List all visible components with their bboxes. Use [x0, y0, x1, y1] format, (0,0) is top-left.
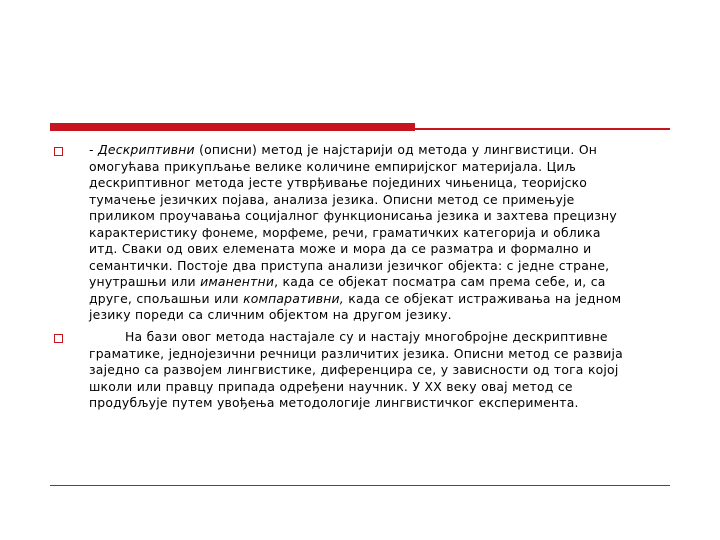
text-line: - Дескриптивни (описни) метод је најстарији од метода у лингвистици. Он — [89, 142, 598, 157]
text-line: дескриптивног метода јесте утврђивање појединих чињеница, теоријско — [89, 175, 588, 190]
bullet-square-icon — [54, 147, 63, 156]
text-line: продубљује путем увођења методологије лингвистичког експеримента. — [89, 395, 579, 410]
italic-term: иманентни — [200, 274, 275, 289]
text-line: На бази овог метода настајале су и настају многобројне дескриптивне — [125, 329, 608, 344]
text-line: граматике, једнојезични речници различитих језика. Описни метод се развија — [89, 345, 623, 361]
text-line: итд. Сваки од ових елемената може и мора да се разматра и формално и — [89, 241, 592, 256]
text-line: семантички. Постоје два приступа анализи језичког објекта: с једне стране, — [89, 257, 610, 273]
text-line: друге, спољашњи или компаративни, када се објекат истраживања на једном — [89, 290, 622, 306]
text-line: унутрашњи или иманентни, када се објекат посматра сам према себе, и, са — [89, 274, 606, 289]
text-line: приликом проучавања социјалног функционисања језика и захтева прецизну — [89, 208, 617, 223]
italic-term: компаративни, — [243, 290, 344, 306]
title-divider-line — [50, 128, 670, 130]
text-line: тумачење језичких појава, анализа језика. Описни метод се примењује — [89, 191, 575, 207]
text-line: карактеристику фонеме, морфеме, речи, граматичких категорија и облика — [89, 224, 601, 240]
text-line: језику пореди са сличним објектом на другом језику. — [89, 307, 452, 322]
paragraph-descriptive-grammars — [89, 329, 671, 412]
bullet-square-icon — [54, 334, 63, 343]
text-line: омогућава прикупљање велике количине емпиријског материјала. Циљ — [89, 158, 577, 174]
paragraph-descriptive-method — [89, 142, 671, 324]
italic-term: Дескриптивни — [98, 142, 195, 157]
footer-divider-line — [50, 485, 670, 486]
text-line: школи или правцу припада одређени научник. У XX веку овај метод се — [89, 378, 573, 394]
text-line: заједно са развојем лингвистике, диференцира се, у зависности од тога којој — [89, 362, 619, 377]
